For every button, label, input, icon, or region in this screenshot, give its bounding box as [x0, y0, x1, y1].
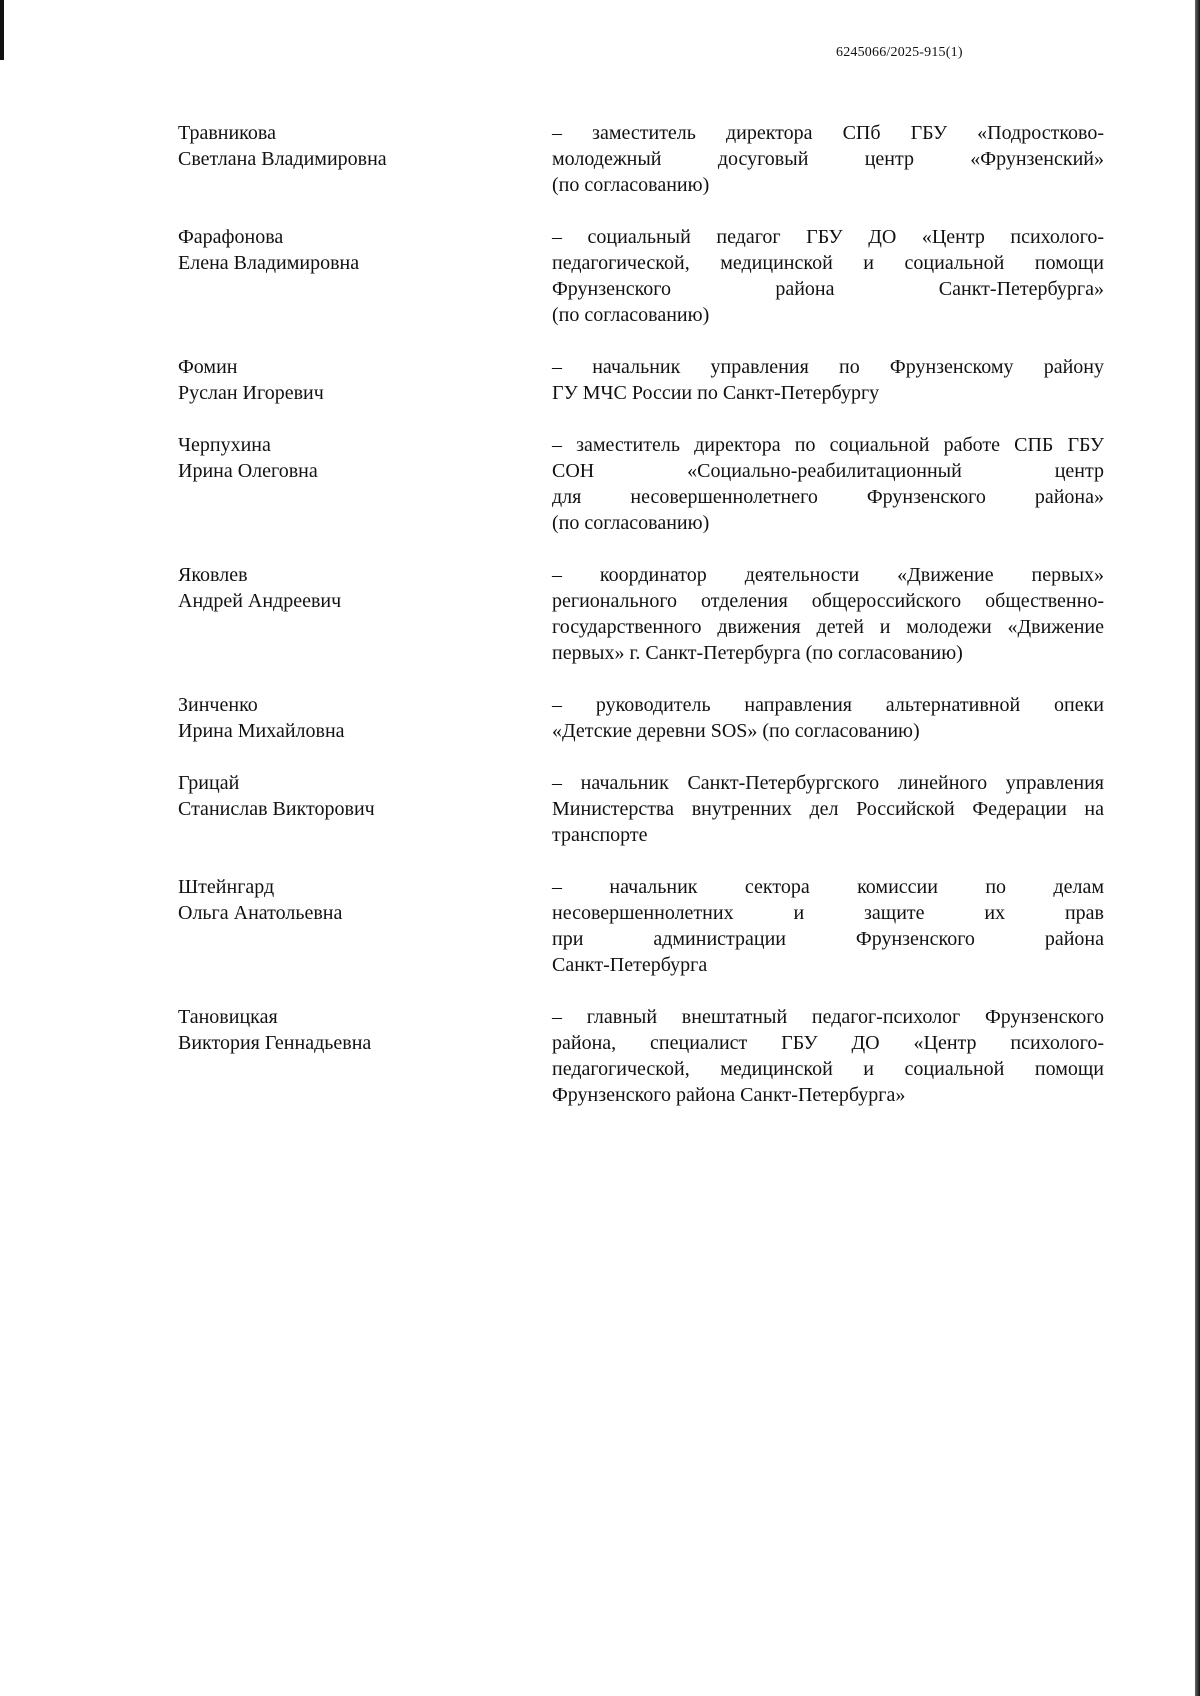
member-role	[552, 432, 1104, 536]
member-surname: Грицай	[178, 772, 240, 794]
role-line: первых» г. Санкт-Петербурга (по согласованию)	[552, 642, 963, 664]
member-given-names: Ольга Анатольевна	[178, 902, 343, 924]
role-line: Фрунзенского района Санкт-Петербурга»	[552, 1084, 906, 1106]
member-given-names: Елена Владимировна	[178, 252, 360, 274]
role-line: (по согласованию)	[552, 512, 710, 534]
role-line: (по согласованию)	[552, 174, 710, 196]
member-name	[178, 354, 518, 406]
role-line: – начальник Санкт-Петербургского линейного управления	[552, 772, 1104, 794]
member-role	[552, 120, 1104, 198]
role-line: (по согласованию)	[552, 304, 710, 326]
role-line: – заместитель директора по социальной работе СПБ ГБУ	[552, 434, 1104, 456]
member-given-names: Ирина Олеговна	[178, 460, 318, 482]
role-line: педагогической, медицинской и социальной помощи	[552, 252, 1104, 274]
member-name	[178, 1004, 518, 1056]
member-surname: Фомин	[178, 356, 238, 378]
member-given-names: Станислав Викторович	[178, 798, 375, 820]
member-role	[552, 770, 1104, 848]
member-role	[552, 874, 1104, 978]
role-line: молодежный досуговый центр «Фрунзенский»	[552, 148, 1104, 170]
member-entry	[178, 224, 1126, 328]
member-entry	[178, 562, 1126, 666]
role-line: Министерства внутренних дел Российской Федерации на	[552, 798, 1104, 820]
role-line: – начальник сектора комиссии по делам	[552, 876, 1104, 898]
member-given-names: Руслан Игоревич	[178, 382, 324, 404]
role-line: района, специалист ГБУ ДО «Центр психолого-	[552, 1032, 1104, 1054]
member-given-names: Ирина Михайловна	[178, 720, 345, 742]
role-line: регионального отделения общероссийского общественно-	[552, 590, 1104, 612]
member-name	[178, 770, 518, 822]
member-entry	[178, 354, 1126, 406]
role-line: для несовершеннолетнего Фрунзенского района»	[552, 486, 1104, 508]
member-name	[178, 224, 518, 276]
role-line: Фрунзенского района Санкт-Петербурга»	[552, 278, 1104, 300]
member-name	[178, 562, 518, 614]
scan-edge-right	[1195, 0, 1200, 1696]
role-line: ГУ МЧС России по Санкт-Петербургу	[552, 382, 880, 404]
member-name	[178, 874, 518, 926]
role-line: несовершеннолетних и защите их прав	[552, 902, 1104, 924]
member-surname: Штейнгард	[178, 876, 275, 898]
member-list	[178, 120, 1126, 1108]
role-line: педагогической, медицинской и социальной помощи	[552, 1058, 1104, 1080]
role-line: СОН «Социально-реабилитационный центр	[552, 460, 1104, 482]
role-line: при администрации Фрунзенского района	[552, 928, 1104, 950]
member-entry	[178, 770, 1126, 848]
member-role	[552, 354, 1104, 406]
role-line: – координатор деятельности «Движение первых»	[552, 564, 1104, 586]
role-line: транспорте	[552, 824, 648, 846]
member-surname: Зинченко	[178, 694, 258, 716]
member-entry	[178, 874, 1126, 978]
member-surname: Тановицкая	[178, 1006, 278, 1028]
member-given-names: Светлана Владимировна	[178, 148, 387, 170]
member-surname: Черпухина	[178, 434, 271, 456]
document-number: 6245066/2025-915(1)	[836, 45, 963, 60]
member-entry	[178, 120, 1126, 198]
member-entry	[178, 432, 1126, 536]
member-surname: Травникова	[178, 122, 276, 144]
role-line: – главный внештатный педагог-психолог Фрунзенского	[552, 1006, 1104, 1028]
member-entry	[178, 692, 1126, 744]
member-name	[178, 120, 518, 172]
scan-edge-left	[0, 0, 4, 60]
role-line: государственного движения детей и молодежи «Движение	[552, 616, 1104, 638]
member-role	[552, 224, 1104, 328]
member-role	[552, 692, 1104, 744]
role-line: – заместитель директора СПб ГБУ «Подростково-	[552, 122, 1104, 144]
member-role	[552, 562, 1104, 666]
member-surname: Яковлев	[178, 564, 248, 586]
role-line: – начальник управления по Фрунзенскому району	[552, 356, 1104, 378]
role-line: – руководитель направления альтернативной опеки	[552, 694, 1104, 716]
role-line: – социальный педагог ГБУ ДО «Центр психолого-	[552, 226, 1104, 248]
member-given-names: Виктория Геннадьевна	[178, 1032, 372, 1054]
member-role	[552, 1004, 1104, 1108]
member-name	[178, 432, 518, 484]
member-name	[178, 692, 518, 744]
role-line: «Детские деревни SOS» (по согласованию)	[552, 720, 920, 742]
member-entry	[178, 1004, 1126, 1108]
member-given-names: Андрей Андреевич	[178, 590, 342, 612]
member-surname: Фарафонова	[178, 226, 284, 248]
role-line: Санкт-Петербурга	[552, 954, 708, 976]
